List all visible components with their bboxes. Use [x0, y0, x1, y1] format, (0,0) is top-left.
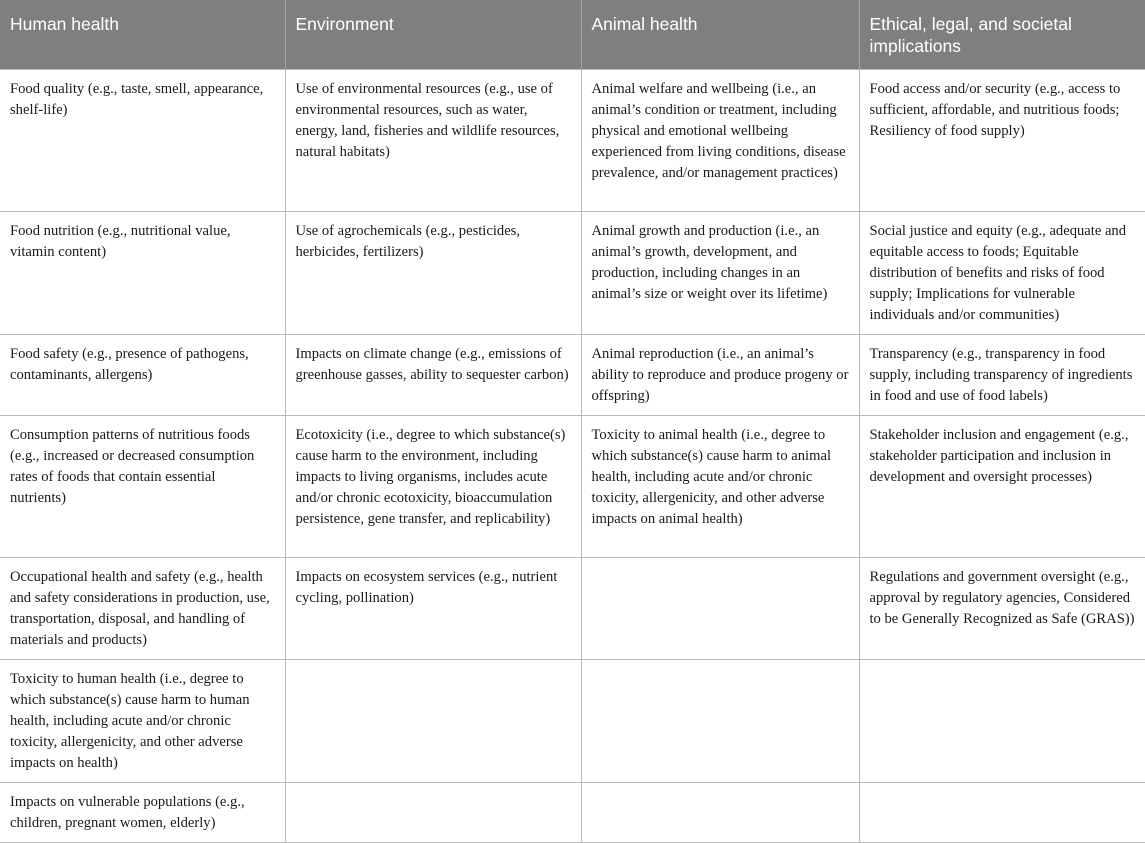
table-cell: Animal growth and production (i.e., an animal’s growth, development, and production, including changes in an animal’s size or weight over its lifetime)	[581, 212, 859, 335]
table-cell-empty	[285, 660, 581, 783]
table-cell: Impacts on vulnerable populations (e.g., children, pregnant women, elderly)	[0, 783, 285, 843]
table-cell: Stakeholder inclusion and engagement (e.g., stakeholder participation and inclusion in development and oversight processes)	[859, 416, 1145, 558]
table-header	[0, 0, 1145, 70]
table-cell: Toxicity to animal health (i.e., degree to which substance(s) cause harm to animal health, including acute and/or chronic toxicity, allergenicity, and other adverse impacts on animal health)	[581, 416, 859, 558]
table-cell: Animal welfare and wellbeing (i.e., an animal’s condition or treatment, including physical and emotional wellbeing experienced from living conditions, disease prevalence, and/or management practices)	[581, 70, 859, 212]
table-cell: Food quality (e.g., taste, smell, appearance, shelf-life)	[0, 70, 285, 212]
table-cell-empty	[859, 783, 1145, 843]
table-row	[0, 783, 1145, 843]
table-cell-empty	[285, 783, 581, 843]
header-row	[0, 0, 1145, 70]
table-cell: Occupational health and safety (e.g., health and safety considerations in production, use, transportation, disposal, and handling of materials and products)	[0, 558, 285, 660]
table-cell: Regulations and government oversight (e.g., approval by regulatory agencies, Considered to be Generally Recognized as Safe (GRAS))	[859, 558, 1145, 660]
table-body	[0, 70, 1145, 843]
table-cell-empty	[859, 660, 1145, 783]
table-cell: Consumption patterns of nutritious foods (e.g., increased or decreased consumption rates of foods that contain essential nutrients)	[0, 416, 285, 558]
table-row	[0, 660, 1145, 783]
header-environment: Environment	[285, 0, 581, 70]
table-cell-empty	[581, 558, 859, 660]
table-cell: Transparency (e.g., transparency in food supply, including transparency of ingredients in food and use of food labels)	[859, 335, 1145, 416]
table-row	[0, 416, 1145, 558]
table-cell: Impacts on ecosystem services (e.g., nutrient cycling, pollination)	[285, 558, 581, 660]
table-cell: Use of environmental resources (e.g., use of environmental resources, such as water, energy, land, fisheries and wildlife resources, natural habitats)	[285, 70, 581, 212]
table-cell: Impacts on climate change (e.g., emissions of greenhouse gasses, ability to sequester carbon)	[285, 335, 581, 416]
table-cell: Food nutrition (e.g., nutritional value, vitamin content)	[0, 212, 285, 335]
table-row	[0, 558, 1145, 660]
table-cell: Food access and/or security (e.g., access to sufficient, affordable, and nutritious foods; Resiliency of food supply)	[859, 70, 1145, 212]
table-cell-empty	[581, 783, 859, 843]
table-cell: Animal reproduction (i.e., an animal’s ability to reproduce and produce progeny or offspring)	[581, 335, 859, 416]
table-cell: Ecotoxicity (i.e., degree to which substance(s) cause harm to the environment, including impacts to living organisms, includes acute and/or chronic ecotoxicity, bioaccumulation persistence, gene transfer, and replicability)	[285, 416, 581, 558]
table-row	[0, 335, 1145, 416]
header-human-health: Human health	[0, 0, 285, 70]
header-ethical-legal-societal: Ethical, legal, and societal implications	[859, 0, 1145, 70]
table-row	[0, 70, 1145, 212]
table-cell: Toxicity to human health (i.e., degree to which substance(s) cause harm to human health, including acute and/or chronic toxicity, allergenicity, and other adverse impacts on health)	[0, 660, 285, 783]
table-row	[0, 212, 1145, 335]
table-cell: Food safety (e.g., presence of pathogens, contaminants, allergens)	[0, 335, 285, 416]
header-animal-health: Animal health	[581, 0, 859, 70]
table-cell-empty	[581, 660, 859, 783]
table-cell: Social justice and equity (e.g., adequate and equitable access to foods; Equitable distribution of benefits and risks of food supply; Implications for vulnerable individuals and/or communities)	[859, 212, 1145, 335]
table-cell: Use of agrochemicals (e.g., pesticides, herbicides, fertilizers)	[285, 212, 581, 335]
